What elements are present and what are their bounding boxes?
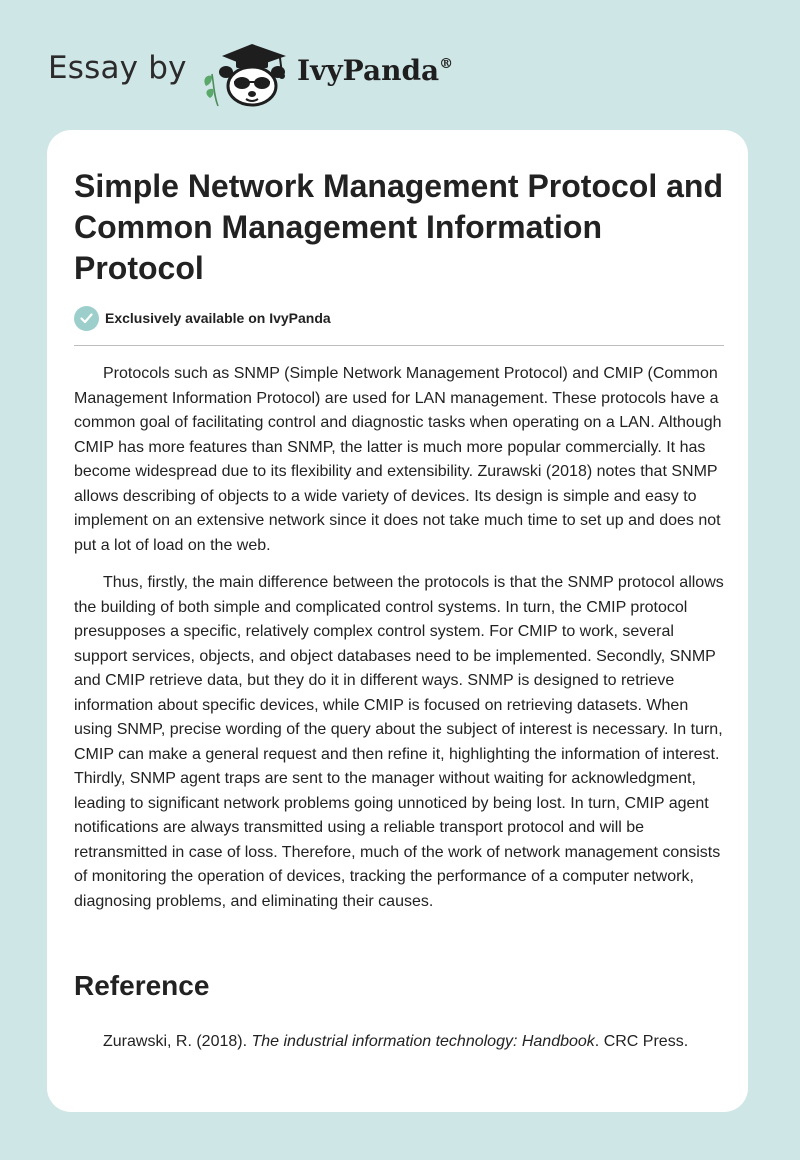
paragraph: Thus, firstly, the main difference between the protocols is that the SNMP protocol allows the building of both simple and complicated control systems. In turn, the CMIP protocol presupposes a specific, relatively complex control system. For CMIP to work, several support services, objects, and object databases need to be implemented. Secondly, SNMP and CMIP retrieve data, but they do it in different ways. SNMP is designed to retrieve information about specific devices, while CMIP is focused on retrieving datasets. When using SNMP, precise wording of the query about the subject of interest is necessary. In turn, CMIP can make a general request and then refine it, highlighting the information of interest. Thirdly, SNMP agent traps are sent to the manager without waiting for acknowledgment, leading to significant network problems going unnoticed by being lost. In turn, CMIP agent notifications are always transmitted using a reliable transport protocol and will be retransmitted in case of loss. Therefore, much of the work of network management consists of monitoring the operation of devices, tracking the performance of a computer network, diagnosing problems, and eliminating their causes. (74, 574, 724, 910)
essay-by-label: Essay by (48, 50, 187, 86)
divider (74, 345, 724, 346)
brand-logo-text[interactable] (297, 54, 453, 87)
exclusive-label: Exclusively available on IvyPanda (105, 310, 331, 326)
reference-publisher: . CRC Press. (594, 1033, 689, 1050)
page-title: Simple Network Management Protocol and Common Management Information Protocol (74, 168, 723, 286)
brand-name: IvyPanda (297, 54, 440, 87)
registered-mark: ® (439, 56, 454, 72)
check-circle-icon (74, 306, 99, 331)
reference-entry (74, 1030, 725, 1054)
panda-graduation-cap-icon[interactable] (200, 36, 292, 108)
paragraph: Protocols such as SNMP (Simple Network Management Protocol) and CMIP (Common Management Information Protocol) are used for LAN management. These protocols have a common goal of facilitating control and diagnostic tasks when operating on a LAN. Although CMIP has more features than SNMP, the latter is much more popular commercially. It has become widespread due to its flexibility and extensibility. Zurawski (2018) notes that SNMP allows describing of objects to a wide variety of devices. Its design is simple and easy to implement on an extensive network since it does not take much time to set up and does not put a lot of load on the web. (74, 365, 722, 554)
exclusive-badge (74, 305, 331, 331)
essay-card (47, 130, 748, 1112)
site-header (0, 0, 800, 130)
reference-work-title: The industrial information technology: Handbook (251, 1033, 595, 1050)
essay-body (74, 362, 725, 927)
reference-heading: Reference (74, 970, 210, 1001)
reference-authors: Zurawski, R. (2018). (103, 1033, 252, 1050)
